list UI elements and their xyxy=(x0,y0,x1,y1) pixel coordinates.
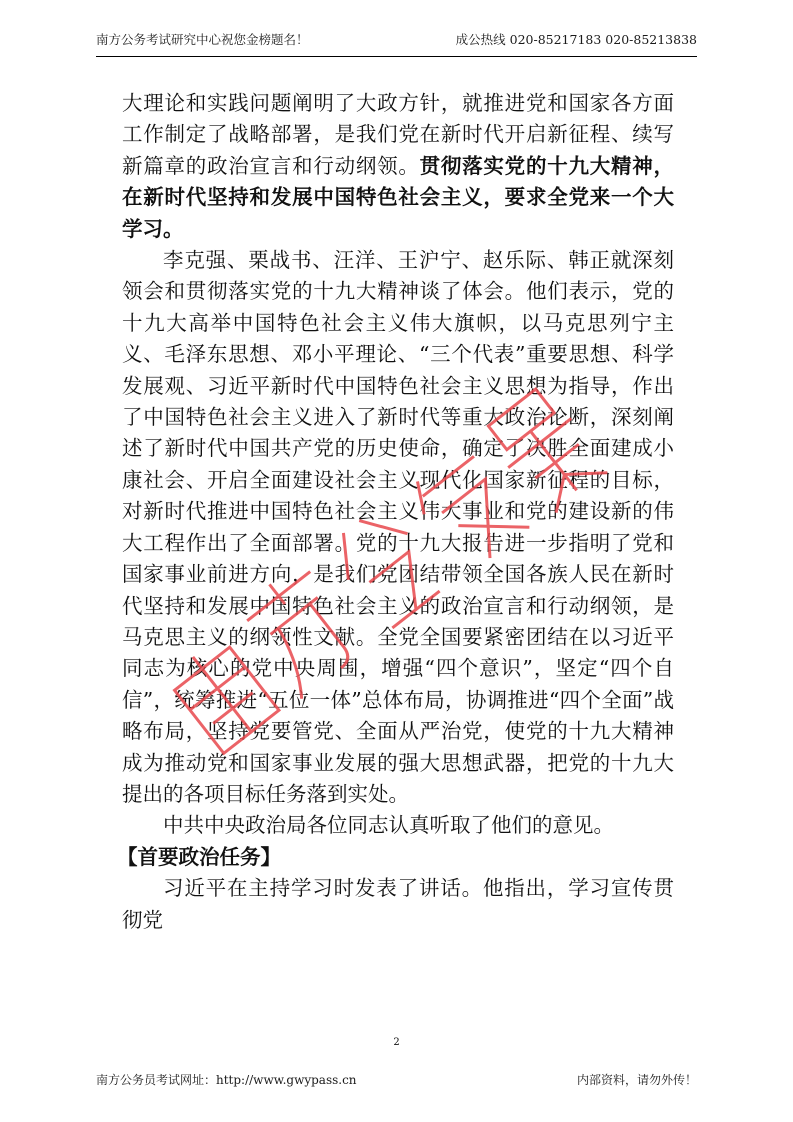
footer-website: 南方公务员考试网址：http://www.gwypass.cn xyxy=(96,1073,357,1087)
header-divider xyxy=(96,56,697,57)
paragraph-3: 中共中央政治局各位同志认真听取了他们的意见。 xyxy=(163,813,614,838)
page-header xyxy=(96,30,697,54)
page-footer xyxy=(96,1071,697,1088)
section-heading: 【首要政治任务】 xyxy=(117,844,281,869)
footer-notice: 内部资料，请勿外传！ xyxy=(576,1073,697,1087)
header-hotline: 成公热线 020-85217183 020-85213838 xyxy=(455,32,697,47)
paragraph-1-text: 大理论和实践问题阐明了大政方针，就推进党和国家各方面工作制定了战略部署，是我们党在新时代开启新征程、续写新篇章的政治宣言和行动纲领。 xyxy=(122,91,674,178)
page-number: 2 xyxy=(393,1037,400,1048)
paragraph-4: 习近平在主持学习时发表了讲话。他指出，学习宣传贯彻党 xyxy=(122,876,674,932)
paragraph-1-emphasis: 贯彻落实党的十九大精神，在新时代坚持和发展中国特色社会主义，要求全党来一个大学习。 xyxy=(122,153,674,241)
paragraph-2: 李克强、栗战书、汪洋、王沪宁、赵乐际、韩正就深刻领会和贯彻落实党的十九大精神谈了体会。他们表示，党的十九大高举中国特色社会主义伟大旗帜，以马克思列宁主义、毛泽东思想、邓小平理论、“三个代表”重要思想、科学发展观、习近平新时代中国特色社会主义思想为指导，作出了中国特色社会主义进入了新时代等重大政治论断，深刻阐述了新时代中国共产党的历史使命，确定了决胜全面建成小康社会、开启全面建设社会主义现代化国家新征程的目标，对新时代推进中国特色社会主义伟大事业和党的建设新的伟大工程作出了全面部署。党的十九大报告进一步指明了党和国家事业前进方向，是我们党团结带领全国各族人民在新时代坚持和发展中国特色社会主义的政治宣言和行动纲领，是马克思主义的纲领性文献。全党全国要紧密团结在以习近平同志为核心的党中央周围，增强“四个意识”，坚定“四个自信”，统筹推进“五位一体”总体布局，协调推进“四个全面”战略布局，坚持党要管党、全面从严治党，使党的十九大精神成为推动党和国家事业发展的强大思想武器，把党的十九大提出的各项目标任务落到实处。 xyxy=(122,248,674,806)
paragraph-1 xyxy=(122,88,674,245)
header-slogan: 南方公务考试研究中心祝您金榜题名！ xyxy=(96,32,309,47)
article-body xyxy=(117,88,674,936)
